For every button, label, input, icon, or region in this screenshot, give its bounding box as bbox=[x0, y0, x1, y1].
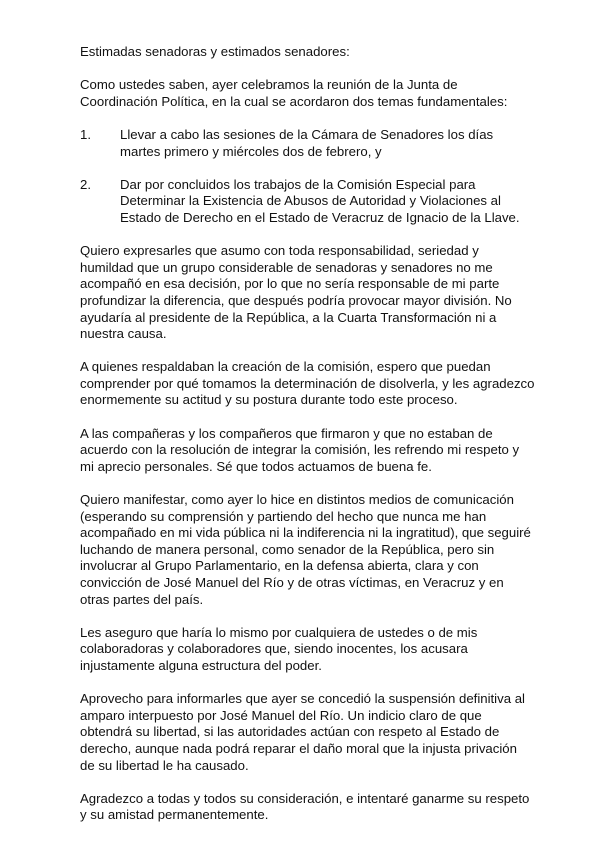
list-text: Llevar a cabo las sesiones de la Cámara de Senadores los días martes primero y miércoles dos de febrero, y bbox=[120, 126, 494, 159]
closing-paragraph: Agradezco a todas y todos su consideración, e intentaré ganarme su respeto y su amistad permanentemente. bbox=[80, 790, 530, 823]
body-paragraph: Les aseguro que haría lo mismo por cualquiera de ustedes o de mis colaboradoras y colaboradores que, siendo inocentes, los acusara injustamente alguna estructura del poder. bbox=[80, 624, 478, 673]
body-paragraph: Quiero expresarles que asumo con toda responsabilidad, seriedad y humildad que un grupo considerable de senadoras y senadores no me acompañó en esa decisión, por lo que no sería responsable de mi parte profundizar la diferencia, que después podría provocar mayor división. No ayudaría al presidente de la República, a la Cuarta Transformación ni a nuestra causa. bbox=[80, 243, 512, 342]
body-paragraph: Quiero manifestar, como ayer lo hice en distintos medios de comunicación (esperando su comprensión y partiendo del hecho que nunca me han acompañado en mi vida pública ni la indiferencia ni la ingratitud), que seguiré luchando de manera personal, como senador de la República, pero sin involucrar al Grupo Parlamentario, en la defensa abierta, clara y con convicción de José Manuel del Río y de otras víctimas, en Veracruz y en otras partes del país. bbox=[80, 492, 531, 607]
body-paragraph: A quienes respaldaban la creación de la comisión, espero que puedan comprender por qué tomamos la determinación de disolverla, y les agradezco enormemente su actitud y su postura durante todo este proceso. bbox=[80, 359, 535, 408]
letter-body bbox=[80, 44, 535, 841]
list-number: 1. bbox=[80, 126, 91, 142]
intro-paragraph: Como ustedes saben, ayer celebramos la reunión de la Junta de Coordinación Política, en la cual se acordaron dos temas fundamentales: bbox=[80, 77, 508, 109]
list-item bbox=[80, 127, 535, 160]
list-item bbox=[80, 177, 535, 227]
list-number: 2. bbox=[80, 176, 91, 192]
body-paragraph: A las compañeras y los compañeros que firmaron y que no estaban de acuerdo con la resolución de integrar la comisión, les refrendo mi respeto y mi aprecio personales. Sé que todos actuamos de buena fe. bbox=[80, 425, 520, 474]
greeting: Estimadas senadoras y estimados senadores: bbox=[80, 44, 350, 59]
list-text: Dar por concluidos los trabajos de la Comisión Especial para Determinar la Existencia de Abusos de Autoridad y Violaciones al Estado de Derecho en el Estado de Veracruz de Ignacio de la Llave. bbox=[120, 176, 520, 225]
body-paragraph: Aprovecho para informarles que ayer se concedió la suspensión definitiva al amparo interpuesto por José Manuel del Río. Un indicio claro de que obtendrá su libertad, si las autoridades actúan con respeto al Estado de derecho, aunque nada podrá reparar el daño moral que la injusta privación de su libertad le ha causado. bbox=[80, 691, 525, 773]
